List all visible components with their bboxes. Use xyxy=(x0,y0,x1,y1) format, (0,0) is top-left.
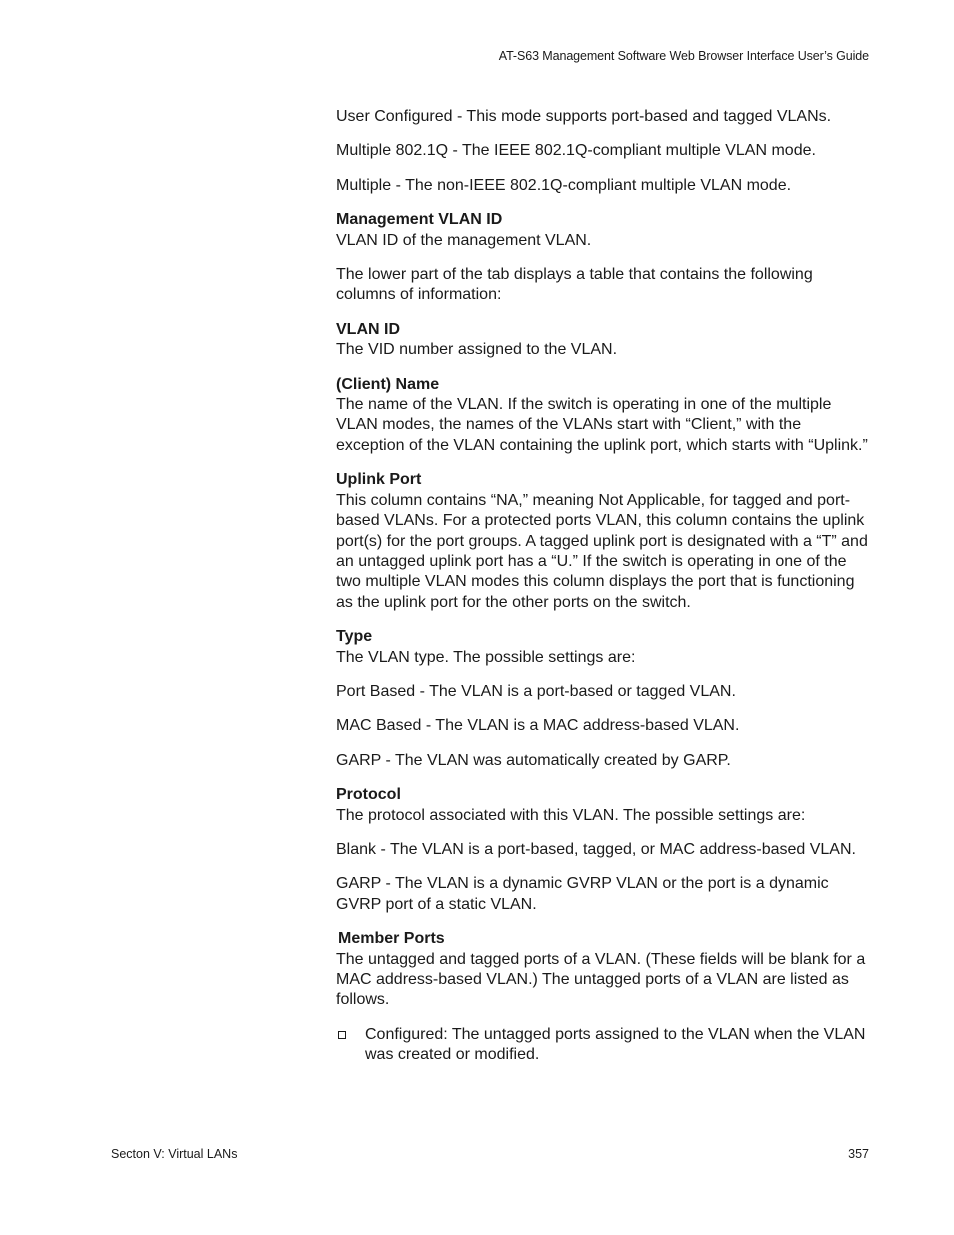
page-number: 357 xyxy=(848,1147,869,1161)
type-option-port-based: Port Based - The VLAN is a port-based or tagged VLAN. xyxy=(336,682,736,700)
def-client-name: The name of the VLAN. If the switch is operating in one of the multiple VLAN modes, the names of the VLANs start with “Client,” with the exception of the VLAN containing the uplink port, which starts with “Uplink.” xyxy=(336,396,868,454)
type-option-garp: GARP - The VLAN was automatically created by GARP. xyxy=(336,751,731,769)
def-type: The VLAN type. The possible settings are: xyxy=(336,648,636,666)
term-uplink-port: Uplink Port xyxy=(336,471,422,489)
def-management-vlan-id: VLAN ID of the management VLAN. xyxy=(336,231,592,249)
protocol-option-blank: Blank - The VLAN is a port-based, tagged, or MAC address-based VLAN. xyxy=(336,840,856,858)
term-management-vlan-id: Management VLAN ID xyxy=(336,211,503,229)
footer-section: Secton V: Virtual LANs xyxy=(111,1147,238,1161)
term-protocol: Protocol xyxy=(336,786,401,804)
def-member-ports: The untagged and tagged ports of a VLAN. (These fields will be blank for a MAC address-based VLAN.) The untagged ports of a VLAN are listed as follows. xyxy=(336,950,866,1009)
protocol-option-garp: GARP - The VLAN is a dynamic GVRP VLAN or the port is a dynamic GVRP port of a static VLAN. xyxy=(336,875,829,913)
def-protocol: The protocol associated with this VLAN. The possible settings are: xyxy=(336,806,806,824)
checkbox-bullet-icon xyxy=(338,1031,346,1039)
bullet-item xyxy=(336,1025,871,1066)
type-option-mac-based: MAC Based - The VLAN is a MAC address-based VLAN. xyxy=(336,717,740,735)
page-body xyxy=(336,107,871,1080)
mode-multiple-8021q: Multiple 802.1Q - The IEEE 802.1Q-compliant multiple VLAN mode. xyxy=(336,142,816,160)
def-vlan-id: The VID number assigned to the VLAN. xyxy=(336,341,618,359)
term-vlan-id: VLAN ID xyxy=(336,320,400,338)
term-type: Type xyxy=(336,628,373,646)
mode-user-configured: User Configured - This mode supports port-based and tagged VLANs. xyxy=(336,108,832,125)
bullet-text-configured: Configured: The untagged ports assigned to the VLAN when the VLAN was created or modified. xyxy=(365,1025,866,1064)
table-intro: The lower part of the tab displays a table that contains the following columns of information: xyxy=(336,266,813,304)
term-client-name: (Client) Name xyxy=(336,375,440,393)
def-uplink-port: This column contains “NA,” meaning Not Applicable, for tagged and port-based VLANs. For a protected ports VLAN, this column contains the uplink port(s) for the port groups. A tagged uplink port is designated with a “T” and an untagged uplink port has a “U.” If the switch is operating in one of the two multiple VLAN modes this column displays the port that is functioning as the uplink port for the other ports on the switch. xyxy=(336,491,868,611)
mode-multiple: Multiple - The non-IEEE 802.1Q-compliant multiple VLAN mode. xyxy=(336,176,792,194)
running-header: AT-S63 Management Software Web Browser Interface User’s Guide xyxy=(498,49,869,63)
term-member-ports: Member Ports xyxy=(338,930,445,948)
